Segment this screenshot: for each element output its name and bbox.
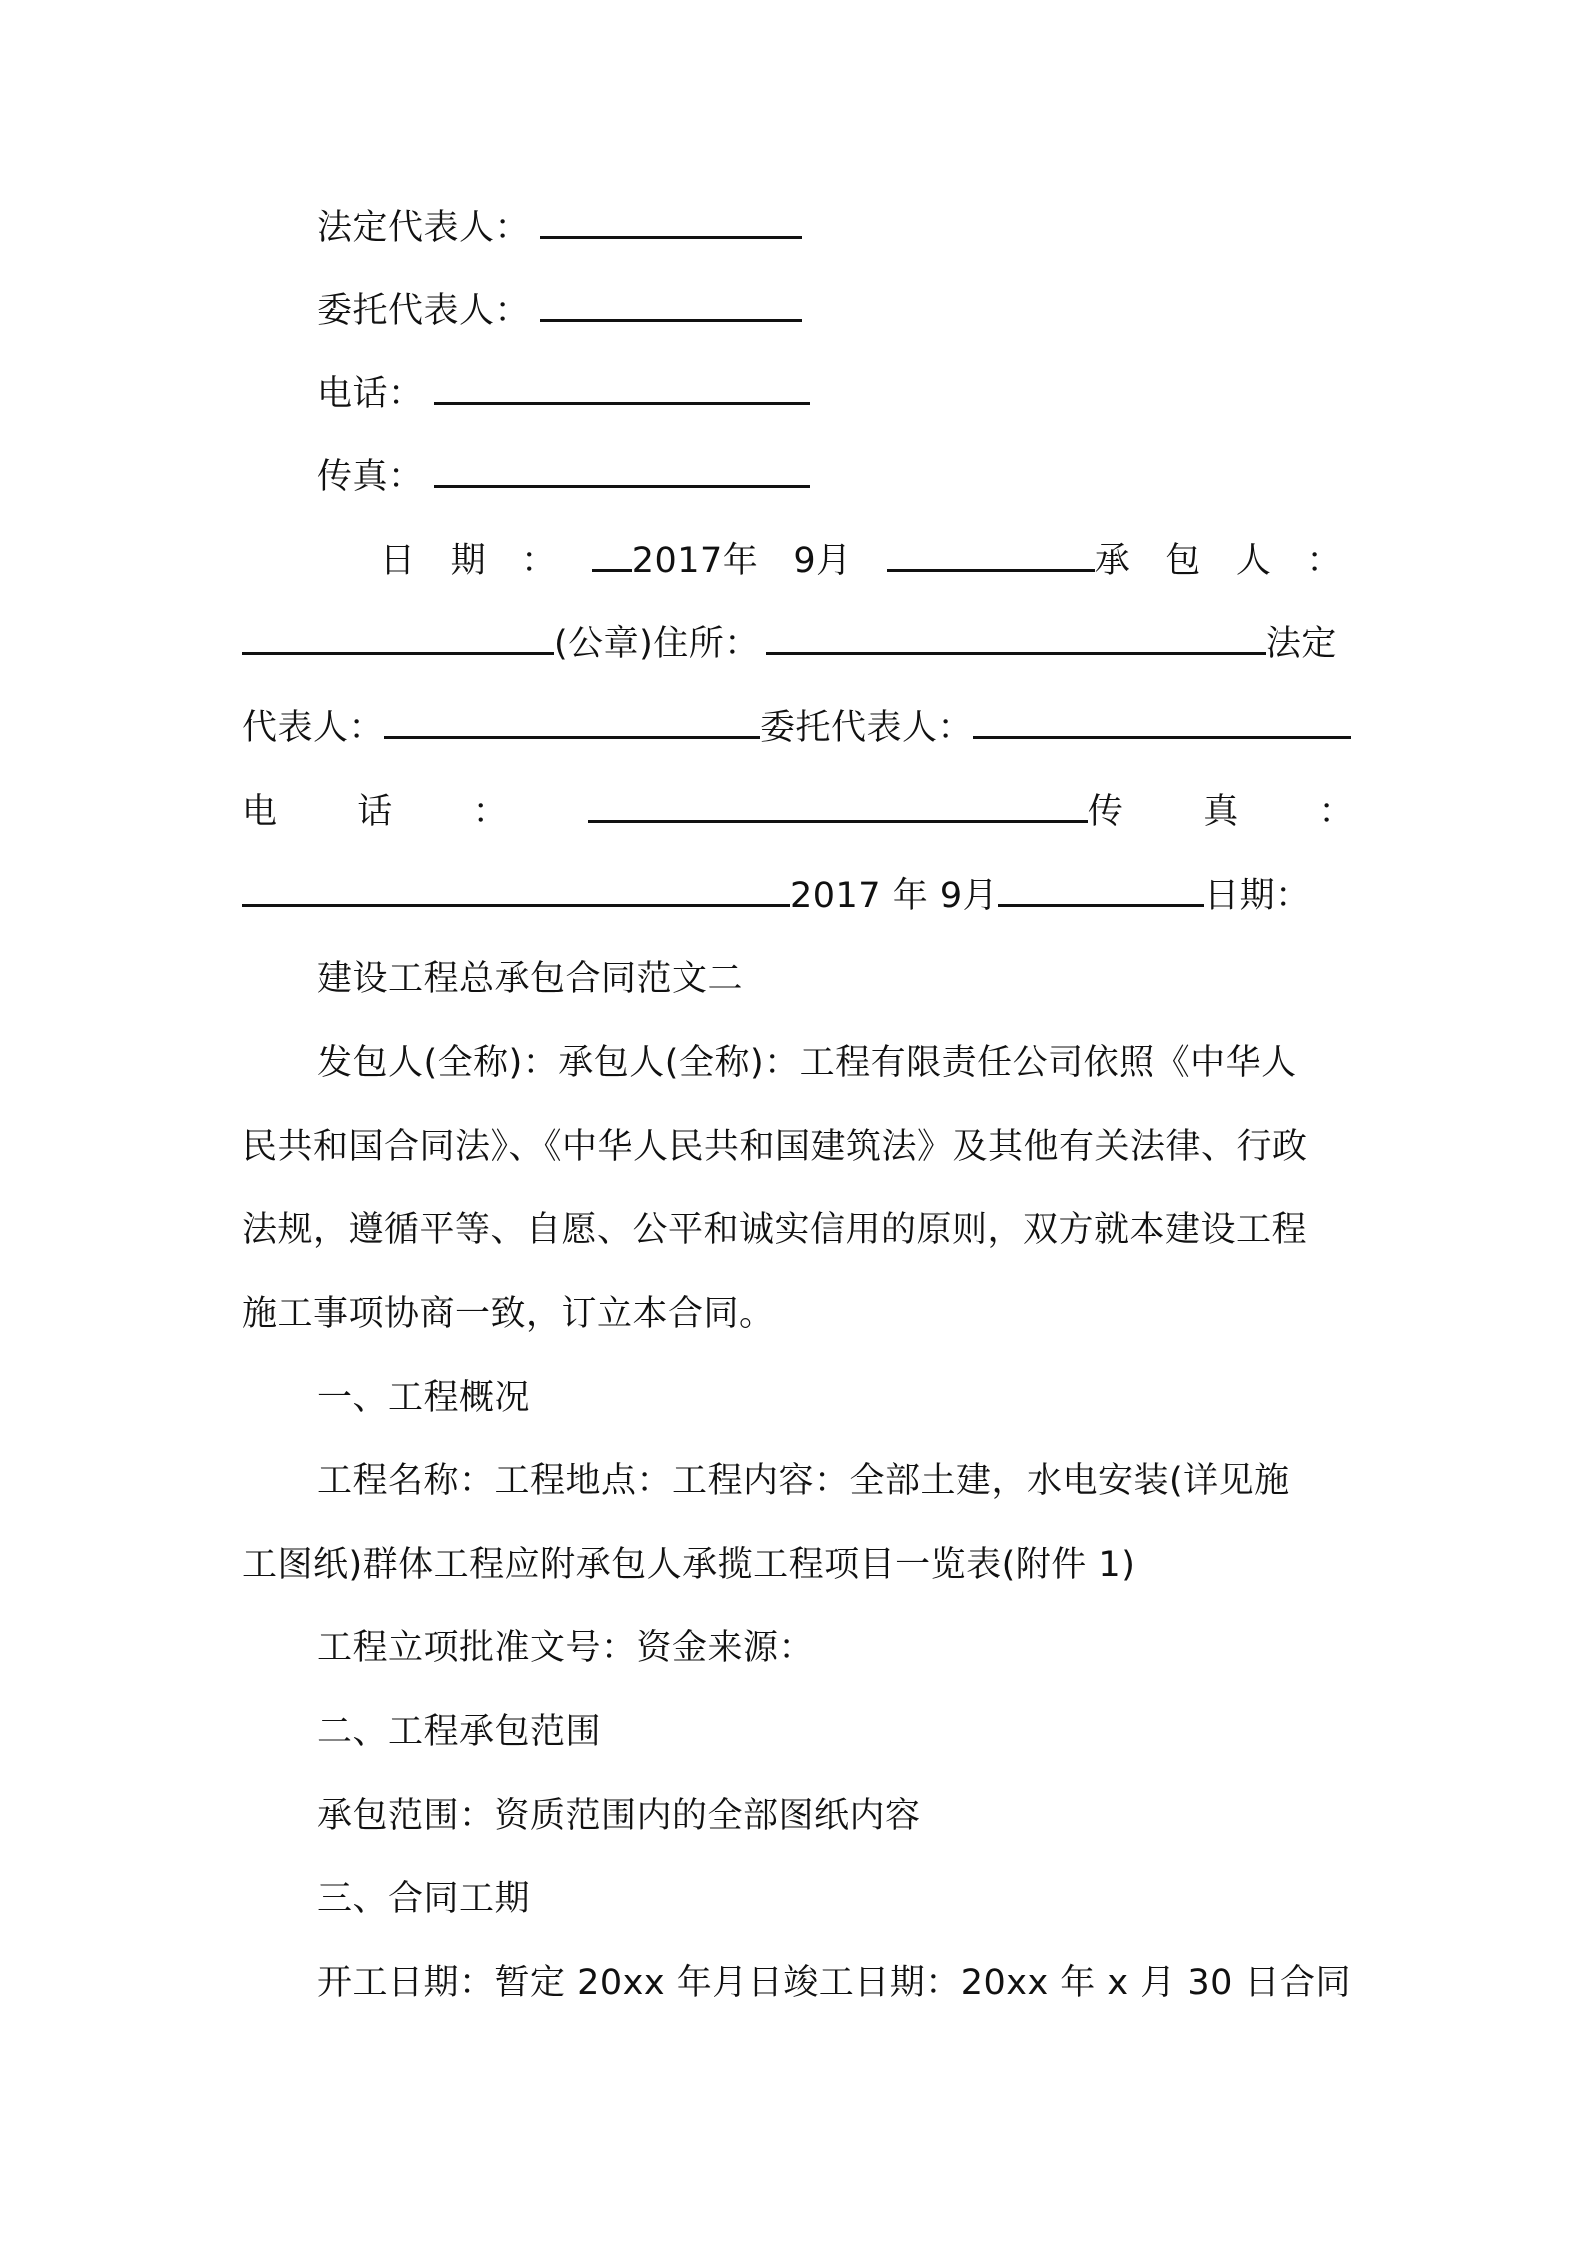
contractor-name-blank[interactable] (242, 614, 554, 655)
phone-label-colon: ： (472, 792, 509, 832)
contractor-label-colon: ： (1306, 541, 1342, 581)
intro-line-1: 发包人(全称)：承包人(全称)：工程有限责任公司依照《中华人 (317, 1043, 1297, 1083)
section-1-line-1: 工程名称：工程地点：工程内容：全部土建，水电安装(详见施 (317, 1461, 1290, 1501)
agent-label-b: 委托代表人： (760, 708, 974, 748)
fax-label-colon: ： (1318, 792, 1354, 832)
agent-label: 委托代表人： (317, 291, 531, 331)
date-contractor-line (380, 531, 1342, 591)
fax-blank-b[interactable] (242, 866, 790, 907)
agent-blank-b[interactable] (973, 698, 1351, 739)
phone-label-char-2: 话 (357, 792, 393, 832)
section-1-heading: 一、工程概况 (317, 1378, 531, 1418)
section-title: 建设工程总承包合同范文二 (317, 959, 744, 999)
date-month: 9月 (793, 541, 852, 581)
legal-rep-blank-b[interactable] (384, 698, 760, 739)
section-1-line-2: 工图纸)群体工程应附承包人承揽工程项目一览表(附件 1) (242, 1545, 1136, 1585)
section-3-heading: 三、合同工期 (317, 1879, 531, 1919)
legal-rep-label-start: 法定 (1265, 624, 1337, 664)
agent-field (317, 281, 1354, 341)
year-prefix-blank[interactable] (592, 531, 632, 572)
fax-label-char-1: 传 (1087, 792, 1124, 832)
seal-address-label: (公章)住所： (554, 624, 760, 664)
date-year: 2017年 (631, 541, 759, 581)
phone-blank-b[interactable] (588, 782, 1088, 823)
legal-rep-label-end: 代表人： (242, 708, 385, 748)
rep-agent-line (242, 698, 1354, 758)
date-day-blank[interactable] (887, 531, 1095, 572)
phone-fax-line (242, 782, 1354, 842)
legal-rep-label: 法定代表人： (317, 208, 531, 248)
fax-label: 传真： (317, 457, 424, 497)
section-2-line-1: 承包范围：资质范围内的全部图纸内容 (317, 1796, 921, 1836)
date-value-b: 2017 年 9月 (790, 876, 999, 916)
fax-field (317, 447, 1354, 507)
contractor-label-char-3: 人 (1235, 541, 1272, 581)
legal-rep-blank[interactable] (540, 198, 802, 239)
phone-field (317, 364, 1354, 424)
date-label-colon: ： (521, 541, 557, 581)
fax-blank[interactable] (434, 447, 810, 488)
date-day-blank-b[interactable] (998, 866, 1204, 907)
date-label-char-1: 日 (380, 541, 416, 581)
intro-line-3: 法规，遵循平等、自愿、公平和诚实信用的原则，双方就本建设工程 (242, 1210, 1308, 1250)
address-blank[interactable] (766, 614, 1266, 655)
seal-address-line (242, 614, 1354, 674)
section-3-line-1: 开工日期：暂定 20xx 年月日竣工日期：20xx 年 x 月 30 日合同 (317, 1963, 1352, 2003)
intro-line-2: 民共和国合同法》、《中华人民共和国建筑法》及其他有关法律、行政 (242, 1127, 1308, 1167)
phone-label-char-1: 电 (242, 792, 278, 832)
fax-date-line (242, 866, 1354, 926)
date-label-b: 日期： (1204, 876, 1311, 916)
section-2-heading: 二、工程承包范围 (317, 1712, 602, 1752)
contractor-label-char-2: 包 (1165, 541, 1201, 581)
phone-label: 电话： (317, 374, 424, 414)
contractor-label-char-1: 承 (1094, 541, 1131, 581)
section-1-line-3: 工程立项批准文号：资金来源： (317, 1628, 815, 1668)
intro-line-4: 施工事项协商一致，订立本合同。 (242, 1294, 775, 1334)
fax-label-char-2: 真 (1203, 792, 1239, 832)
date-label-char-2: 期 (450, 541, 487, 581)
agent-blank[interactable] (540, 281, 802, 322)
phone-blank[interactable] (434, 364, 810, 405)
legal-rep-field (317, 198, 1354, 258)
